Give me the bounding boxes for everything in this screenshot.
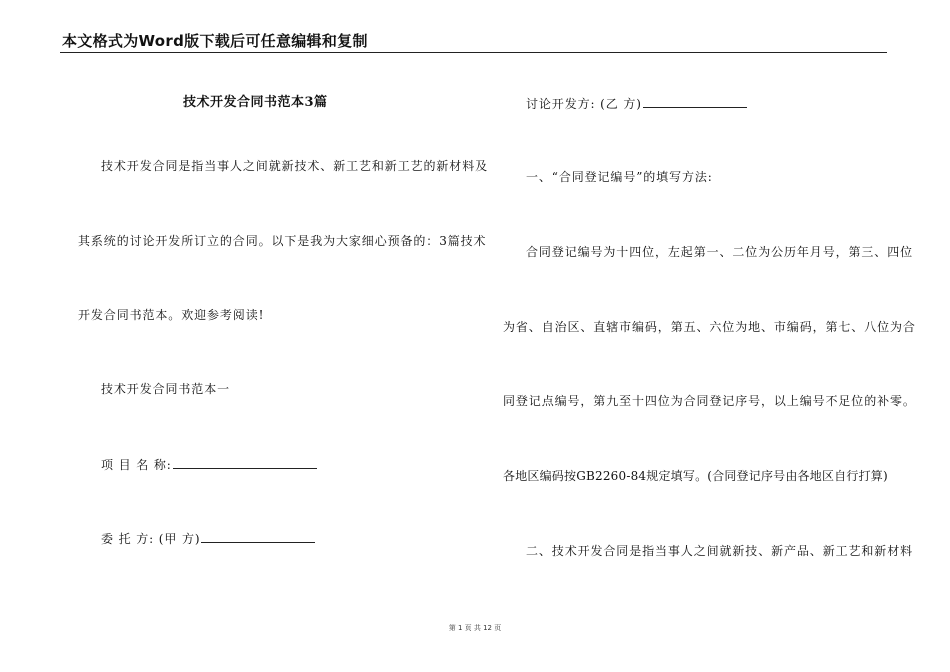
page-indicator: 第 1 页 共 12 页: [448, 624, 502, 632]
client-blank: [201, 530, 315, 543]
client-field: [101, 530, 315, 547]
developer-blank: [643, 95, 747, 108]
developer-field: [526, 95, 747, 112]
top-banner: 本文格式为Word版下载后可任意编辑和复制: [62, 32, 368, 50]
developer-label: 讨论开发方: (乙 方): [526, 97, 642, 111]
intro-paragraph-line-1: 技术开发合同是指当事人之间就新技术、新工艺和新工艺的新材料及: [101, 159, 489, 173]
intro-paragraph-line-3: 开发合同书范本。欢迎参考阅读!: [78, 308, 265, 322]
intro-paragraph-line-2: 其系统的讨论开发所订立的合同。以下是我为大家细心预备的：3篇技术: [78, 234, 487, 248]
item-1-line-1: 合同登记编号为十四位，左起第一、二位为公历年月号，第三、四位: [526, 245, 914, 259]
client-label: 委 托 方: (甲 方): [101, 532, 201, 546]
item-1-line-4: 各地区编码按GB2260-84规定填写。(合同登记序号由各地区自行打算): [503, 469, 888, 483]
document-title: 技术开发合同书范本3篇: [183, 95, 328, 110]
item-2-line-1: 二、技术开发合同是指当事人之间就新技、新产品、新工艺和新材料: [526, 544, 914, 558]
item-1-heading: 一、“合同登记编号”的填写方法:: [526, 170, 713, 184]
project-name-field: [101, 456, 317, 473]
project-name-blank: [173, 456, 317, 469]
item-1-line-3: 同登记点编号，第九至十四位为合同登记序号，以上编号不足位的补零。: [503, 394, 916, 408]
item-1-line-2: 为省、自治区、直辖市编码，第五、六位为地、市编码，第七、八位为合: [503, 320, 916, 334]
section-heading: 技术开发合同书范本一: [101, 382, 231, 396]
project-name-label: 项 目 名 称:: [101, 458, 172, 472]
banner-divider: [60, 52, 887, 53]
